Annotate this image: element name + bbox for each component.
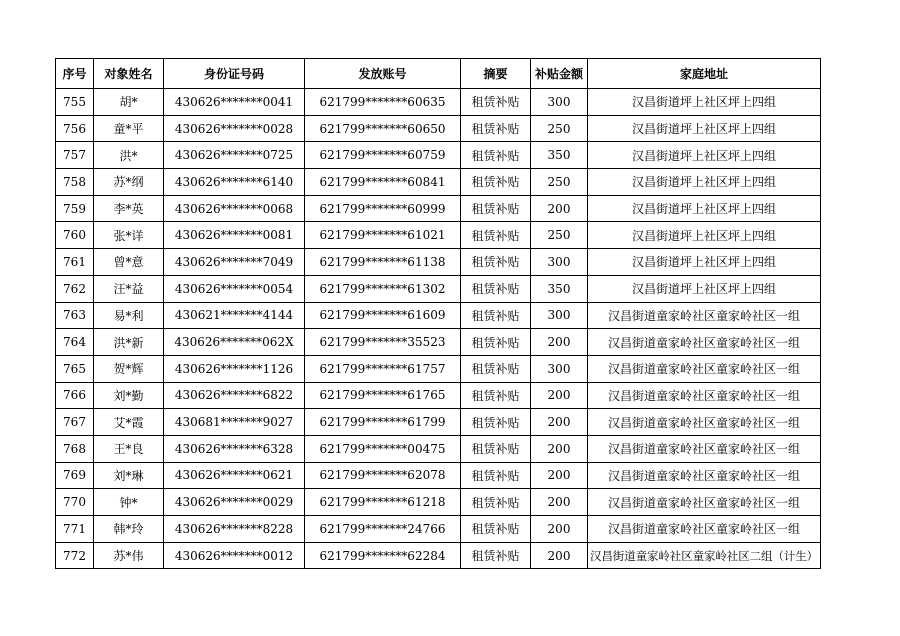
cell-address[interactable]: 汉昌街道童家岭社区童家岭社区一组 <box>588 355 821 382</box>
cell-name[interactable]: 苏*纲 <box>94 169 164 196</box>
table-row <box>56 142 821 169</box>
cell-id-number[interactable]: 430626*******6328 <box>164 435 305 462</box>
cell-summary[interactable]: 租赁补贴 <box>461 435 531 462</box>
cell-account[interactable]: 621799*******24766 <box>305 516 461 543</box>
table-row <box>56 435 821 462</box>
cell-name[interactable]: 易*利 <box>94 302 164 329</box>
cell-account[interactable]: 621799*******62284 <box>305 542 461 569</box>
table-row <box>56 195 821 222</box>
cell-address[interactable]: 汉昌街道坪上社区坪上四组 <box>588 89 821 116</box>
cell-seq[interactable]: 761 <box>56 249 94 276</box>
cell-summary[interactable]: 租赁补贴 <box>461 169 531 196</box>
table-header <box>56 59 821 89</box>
cell-summary[interactable]: 租赁补贴 <box>461 516 531 543</box>
table-row <box>56 462 821 489</box>
header-seq[interactable]: 序号 <box>56 59 94 89</box>
cell-address[interactable]: 汉昌街道坪上社区坪上四组 <box>588 249 821 276</box>
cell-account[interactable]: 621799*******61302 <box>305 275 461 302</box>
table-row <box>56 542 821 569</box>
table-body <box>56 89 821 569</box>
cell-name[interactable]: 韩*玲 <box>94 516 164 543</box>
table-row <box>56 222 821 249</box>
cell-account[interactable]: 621799*******61609 <box>305 302 461 329</box>
cell-address[interactable]: 汉昌街道童家岭社区童家岭社区一组 <box>588 409 821 436</box>
cell-seq[interactable]: 755 <box>56 89 94 116</box>
cell-amount[interactable]: 350 <box>531 275 588 302</box>
cell-account[interactable]: 621799*******60841 <box>305 169 461 196</box>
cell-account[interactable]: 621799*******60650 <box>305 115 461 142</box>
cell-seq[interactable]: 767 <box>56 409 94 436</box>
cell-address[interactable]: 汉昌街道童家岭社区童家岭社区一组 <box>588 382 821 409</box>
table-row <box>56 489 821 516</box>
table-row <box>56 169 821 196</box>
cell-name[interactable]: 胡* <box>94 89 164 116</box>
cell-amount[interactable]: 200 <box>531 329 588 356</box>
table-row <box>56 355 821 382</box>
cell-name[interactable]: 苏*伟 <box>94 542 164 569</box>
cell-seq[interactable]: 758 <box>56 169 94 196</box>
cell-seq[interactable]: 760 <box>56 222 94 249</box>
cell-address[interactable]: 汉昌街道坪上社区坪上四组 <box>588 169 821 196</box>
cell-amount[interactable]: 200 <box>531 382 588 409</box>
table-row <box>56 89 821 116</box>
cell-id-number[interactable]: 430626*******0028 <box>164 115 305 142</box>
cell-amount[interactable]: 300 <box>531 249 588 276</box>
cell-account[interactable]: 621799*******35523 <box>305 329 461 356</box>
cell-summary[interactable]: 租赁补贴 <box>461 275 531 302</box>
cell-amount[interactable]: 300 <box>531 89 588 116</box>
cell-seq[interactable]: 762 <box>56 275 94 302</box>
cell-address[interactable]: 汉昌街道童家岭社区童家岭社区一组 <box>588 435 821 462</box>
table-row <box>56 302 821 329</box>
header-row <box>56 59 821 89</box>
cell-seq[interactable]: 772 <box>56 542 94 569</box>
cell-name[interactable]: 洪*新 <box>94 329 164 356</box>
cell-id-number[interactable]: 430626*******0054 <box>164 275 305 302</box>
cell-name[interactable]: 汪*益 <box>94 275 164 302</box>
cell-summary[interactable]: 租赁补贴 <box>461 355 531 382</box>
cell-amount[interactable]: 200 <box>531 409 588 436</box>
cell-seq[interactable]: 769 <box>56 462 94 489</box>
cell-seq[interactable]: 770 <box>56 489 94 516</box>
cell-seq[interactable]: 759 <box>56 195 94 222</box>
cell-amount[interactable]: 200 <box>531 462 588 489</box>
cell-amount[interactable]: 200 <box>531 542 588 569</box>
cell-name[interactable]: 钟* <box>94 489 164 516</box>
cell-name[interactable]: 贺*辉 <box>94 355 164 382</box>
cell-name[interactable]: 曾*意 <box>94 249 164 276</box>
cell-account[interactable]: 621799*******62078 <box>305 462 461 489</box>
cell-seq[interactable]: 763 <box>56 302 94 329</box>
cell-name[interactable]: 洪* <box>94 142 164 169</box>
cell-seq[interactable]: 764 <box>56 329 94 356</box>
cell-address[interactable]: 汉昌街道童家岭社区童家岭社区一组 <box>588 462 821 489</box>
cell-amount[interactable]: 350 <box>531 142 588 169</box>
cell-account[interactable]: 621799*******61021 <box>305 222 461 249</box>
cell-id-number[interactable]: 430626*******062X <box>164 329 305 356</box>
cell-summary[interactable]: 租赁补贴 <box>461 222 531 249</box>
cell-id-number[interactable]: 430626*******0621 <box>164 462 305 489</box>
cell-id-number[interactable]: 430626*******7049 <box>164 249 305 276</box>
cell-id-number[interactable]: 430626*******6822 <box>164 382 305 409</box>
header-id-number[interactable]: 身份证号码 <box>164 59 305 89</box>
cell-id-number[interactable]: 430681*******9027 <box>164 409 305 436</box>
cell-address[interactable]: 汉昌街道童家岭社区童家岭社区一组 <box>588 516 821 543</box>
cell-address[interactable]: 汉昌街道坪上社区坪上四组 <box>588 222 821 249</box>
cell-address[interactable]: 汉昌街道童家岭社区童家岭社区二组（计生） <box>588 542 821 569</box>
cell-account[interactable]: 621799*******60999 <box>305 195 461 222</box>
cell-name[interactable]: 童*平 <box>94 115 164 142</box>
cell-name[interactable]: 李*英 <box>94 195 164 222</box>
cell-summary[interactable]: 租赁补贴 <box>461 195 531 222</box>
cell-amount[interactable]: 250 <box>531 169 588 196</box>
cell-summary[interactable]: 租赁补贴 <box>461 142 531 169</box>
table-row <box>56 516 821 543</box>
table-row <box>56 329 821 356</box>
cell-account[interactable]: 621799*******61138 <box>305 249 461 276</box>
cell-account[interactable]: 621799*******60759 <box>305 142 461 169</box>
cell-name[interactable]: 张*详 <box>94 222 164 249</box>
header-summary[interactable]: 摘要 <box>461 59 531 89</box>
cell-seq[interactable]: 766 <box>56 382 94 409</box>
cell-account[interactable]: 621799*******61799 <box>305 409 461 436</box>
cell-address[interactable]: 汉昌街道童家岭社区童家岭社区一组 <box>588 329 821 356</box>
cell-summary[interactable]: 租赁补贴 <box>461 115 531 142</box>
cell-id-number[interactable]: 430626*******0081 <box>164 222 305 249</box>
cell-summary[interactable]: 租赁补贴 <box>461 249 531 276</box>
cell-seq[interactable]: 771 <box>56 516 94 543</box>
cell-summary[interactable]: 租赁补贴 <box>461 302 531 329</box>
header-address[interactable]: 家庭地址 <box>588 59 821 89</box>
cell-id-number[interactable]: 430626*******0725 <box>164 142 305 169</box>
cell-summary[interactable]: 租赁补贴 <box>461 489 531 516</box>
cell-account[interactable]: 621799*******00475 <box>305 435 461 462</box>
cell-summary[interactable]: 租赁补贴 <box>461 409 531 436</box>
cell-account[interactable]: 621799*******61765 <box>305 382 461 409</box>
cell-account[interactable]: 621799*******61218 <box>305 489 461 516</box>
cell-name[interactable]: 刘*勤 <box>94 382 164 409</box>
cell-summary[interactable]: 租赁补贴 <box>461 89 531 116</box>
header-account[interactable]: 发放账号 <box>305 59 461 89</box>
cell-id-number[interactable]: 430626*******0029 <box>164 489 305 516</box>
cell-id-number[interactable]: 430626*******0012 <box>164 542 305 569</box>
cell-id-number[interactable]: 430626*******0041 <box>164 89 305 116</box>
cell-amount[interactable]: 250 <box>531 115 588 142</box>
cell-address[interactable]: 汉昌街道坪上社区坪上四组 <box>588 195 821 222</box>
cell-id-number[interactable]: 430626*******8228 <box>164 516 305 543</box>
subsidy-table <box>55 58 821 569</box>
cell-id-number[interactable]: 430621*******4144 <box>164 302 305 329</box>
cell-name[interactable]: 王*良 <box>94 435 164 462</box>
cell-address[interactable]: 汉昌街道童家岭社区童家岭社区一组 <box>588 489 821 516</box>
table-row <box>56 409 821 436</box>
table-row <box>56 382 821 409</box>
cell-name[interactable]: 刘*琳 <box>94 462 164 489</box>
spreadsheet-sheet <box>55 58 821 569</box>
cell-summary[interactable]: 租赁补贴 <box>461 462 531 489</box>
cell-amount[interactable]: 200 <box>531 516 588 543</box>
cell-address[interactable]: 汉昌街道坪上社区坪上四组 <box>588 115 821 142</box>
table-row <box>56 115 821 142</box>
cell-account[interactable]: 621799*******61757 <box>305 355 461 382</box>
cell-address[interactable]: 汉昌街道坪上社区坪上四组 <box>588 275 821 302</box>
cell-summary[interactable]: 租赁补贴 <box>461 382 531 409</box>
cell-summary[interactable]: 租赁补贴 <box>461 329 531 356</box>
cell-seq[interactable]: 768 <box>56 435 94 462</box>
cell-seq[interactable]: 757 <box>56 142 94 169</box>
cell-amount[interactable]: 300 <box>531 302 588 329</box>
cell-amount[interactable]: 300 <box>531 355 588 382</box>
cell-amount[interactable]: 200 <box>531 435 588 462</box>
cell-address[interactable]: 汉昌街道坪上社区坪上四组 <box>588 142 821 169</box>
cell-amount[interactable]: 200 <box>531 195 588 222</box>
cell-amount[interactable]: 250 <box>531 222 588 249</box>
cell-address[interactable]: 汉昌街道童家岭社区童家岭社区一组 <box>588 302 821 329</box>
cell-id-number[interactable]: 430626*******1126 <box>164 355 305 382</box>
cell-id-number[interactable]: 430626*******6140 <box>164 169 305 196</box>
table-row <box>56 275 821 302</box>
cell-id-number[interactable]: 430626*******0068 <box>164 195 305 222</box>
header-name[interactable]: 对象姓名 <box>94 59 164 89</box>
cell-seq[interactable]: 756 <box>56 115 94 142</box>
cell-amount[interactable]: 200 <box>531 489 588 516</box>
header-amount[interactable]: 补贴金额 <box>531 59 588 89</box>
cell-name[interactable]: 艾*霞 <box>94 409 164 436</box>
cell-summary[interactable]: 租赁补贴 <box>461 542 531 569</box>
cell-seq[interactable]: 765 <box>56 355 94 382</box>
cell-account[interactable]: 621799*******60635 <box>305 89 461 116</box>
table-row <box>56 249 821 276</box>
